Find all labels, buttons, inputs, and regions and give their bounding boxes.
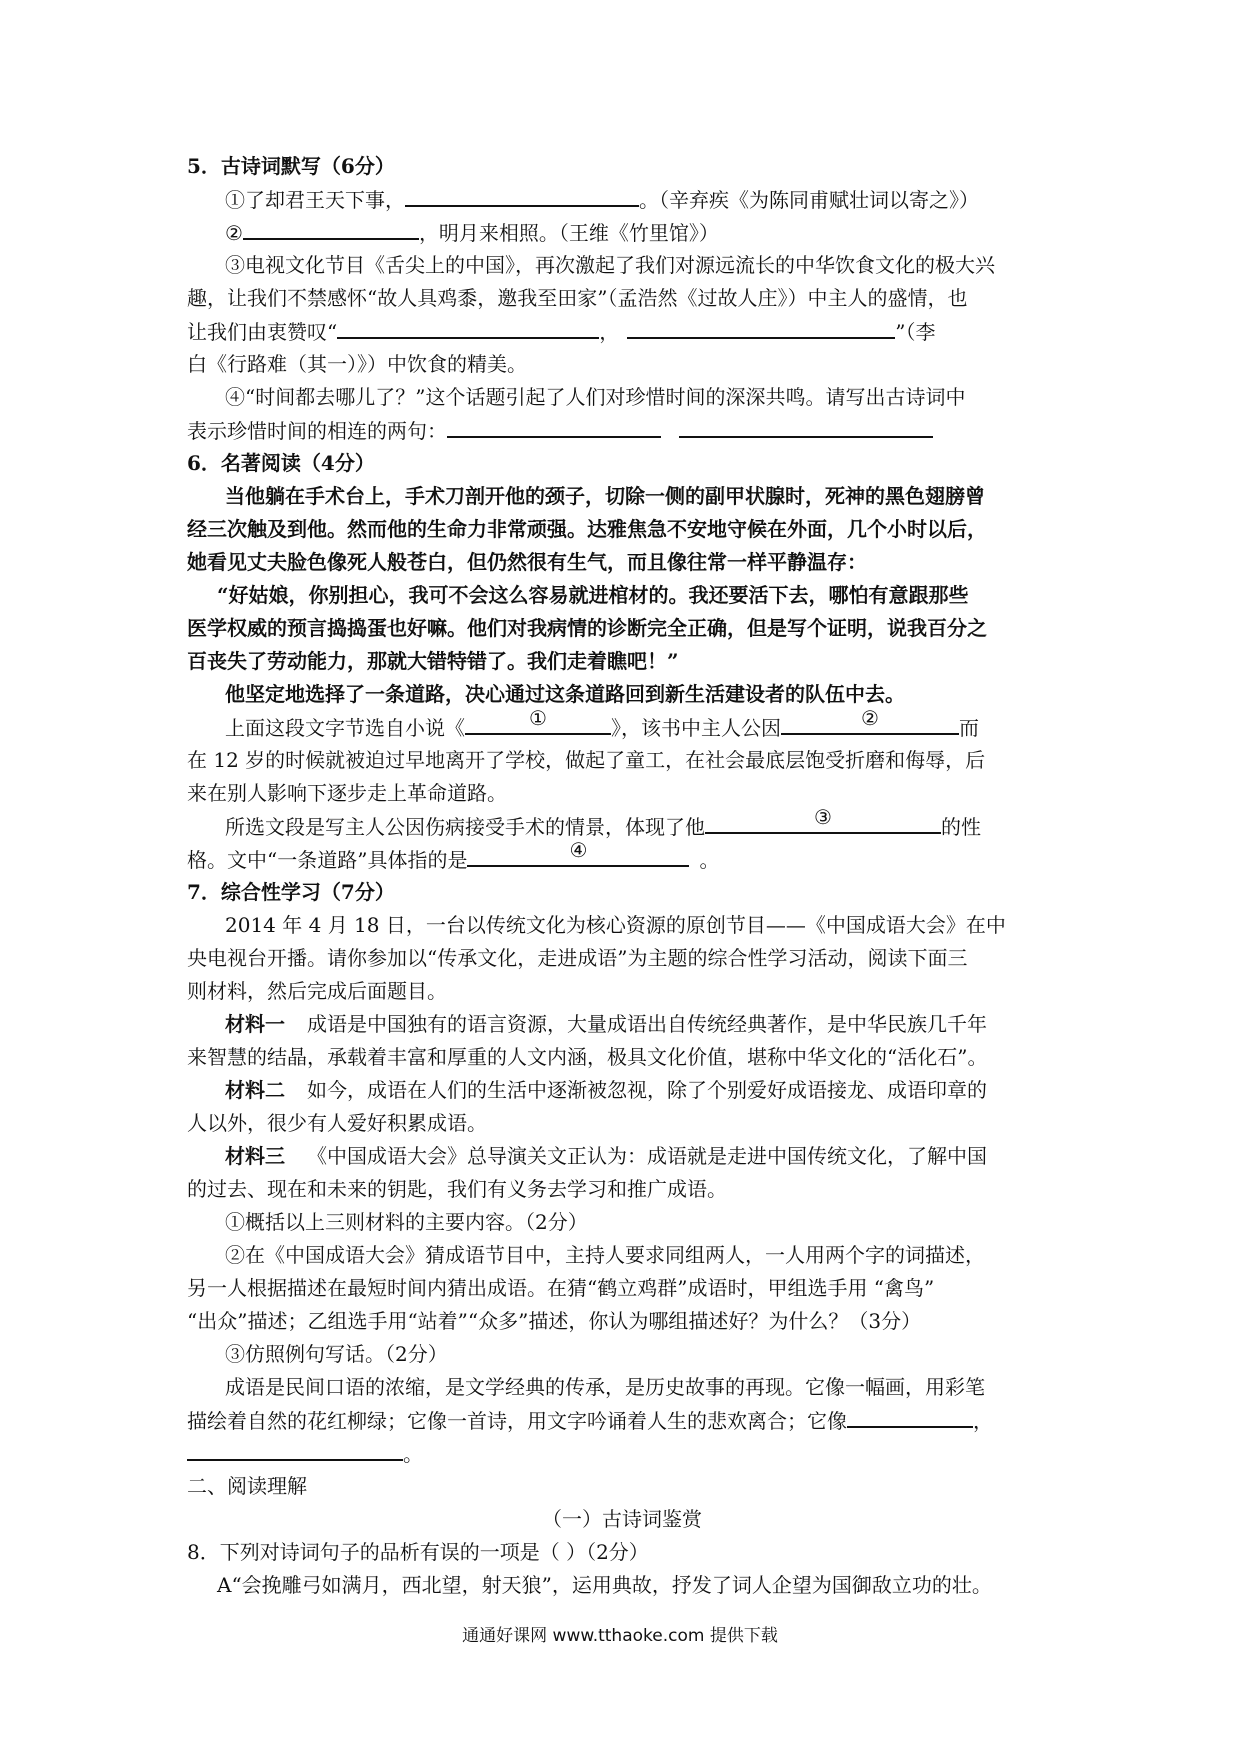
q7-title: 7．综合性学习（7分） <box>187 880 395 904</box>
subsection-title: （一）古诗词鉴赏 <box>542 1507 702 1531</box>
q5-line-3: ③电视文化节目《舌尖上的中国》，再次激起了我们对源远流长的中华饮食文化的极大兴 <box>225 253 995 277</box>
q5-text: 。（辛弃疾《为陈同甫赋壮词以寄之》） <box>639 188 979 212</box>
answer-blank-1[interactable] <box>465 706 611 735</box>
example-sentence-cont <box>187 1404 1057 1437</box>
q5-text: ，明月来相照。（王维《竹里馆》） <box>418 221 719 245</box>
material-3 <box>187 1140 1057 1173</box>
q5-line-2 <box>187 216 1057 249</box>
example-text: 描绘着自然的花红柳绿；它像一首诗，用文字吟诵着人生的悲欢离合；它像 <box>187 1409 847 1433</box>
q7-intro-line: 央电视台开播。请你参加以“传承文化，走进成语”为主题的综合性学习活动，阅读下面三 <box>187 946 968 970</box>
q6-question-line <box>187 838 1057 876</box>
example-text: 。 <box>403 1442 423 1466</box>
material-2-cont: 人以外，很少有人爱好积累成语。 <box>187 1111 487 1135</box>
q5-line-8 <box>187 414 1057 447</box>
answer-blank[interactable] <box>847 1404 973 1428</box>
answer-blank[interactable] <box>243 216 419 240</box>
answer-blank-4[interactable] <box>467 838 689 867</box>
q6-passage-line: 当他躺在手术台上，手术刀剖开他的颈子，切除一侧的副甲状腺时，死神的黑色翅膀曾 <box>225 484 985 508</box>
section-title: 二、阅读理解 <box>187 1474 307 1498</box>
material-3-cont: 的过去、现在和未来的钥匙，我们有义务去学习和推广成语。 <box>187 1177 727 1201</box>
q5-line-4: 趣，让我们不禁感怀“故人具鸡黍，邀我至田家”（孟浩然《过故人庄》）中主人的盛情，也 <box>187 286 968 310</box>
q5-text: ①了却君王天下事， <box>225 188 405 212</box>
q6-question-line: 在 12 岁的时候就被迫过早地离开了学校，做起了童工，在社会最底层饱受折磨和侮辱，后 <box>187 748 986 772</box>
answer-blank-2[interactable] <box>781 706 959 735</box>
material-1 <box>187 1008 1057 1041</box>
q6-passage-line: “好姑娘，你别担心，我可不会这么容易就进棺材的。我还要活下去，哪怕有意跟那些 <box>217 583 969 607</box>
q7-intro-line: 2014 年 4 月 18 日，一台以传统文化为核心资源的原创节目——《中国成语大会》在中 <box>225 913 1006 937</box>
answer-blank-3[interactable] <box>705 805 941 834</box>
q6-text: 的性 <box>941 815 981 839</box>
q5-line-7: ④“时间都去哪儿了？”这个话题引起了人们对珍惜时间的深深共鸣。请写出古诗词中 <box>225 385 966 409</box>
material-label: 材料一 <box>225 1012 285 1036</box>
q6-title: 6．名著阅读（4分） <box>187 451 375 475</box>
q7-sub-2-cont: 另一人根据描述在最短时间内猜出成语。在猜“鹤立鸡群”成语时，甲组选手用 “禽鸟” <box>187 1276 935 1300</box>
q5-title: 5．古诗词默写（6分） <box>187 154 395 178</box>
q5-text: ， <box>599 320 620 344</box>
q6-question-line <box>187 706 1057 744</box>
q8-title: 8．下列对诗词句子的品析有误的一项是（ ）（2分） <box>187 1540 649 1564</box>
material-text: 如今，成语在人们的生活中逐渐被忽视，除了个别爱好成语接龙、成语印章的 <box>307 1078 987 1102</box>
q6-text: 而 <box>959 716 979 740</box>
blank-number: ③ <box>814 805 832 829</box>
answer-blank[interactable] <box>447 414 661 438</box>
q6-text: 》，该书中主人公因 <box>611 716 781 740</box>
material-1-cont: 来智慧的结晶，承载着丰富和厚重的人文内涵，极具文化价值，堪称中华文化的“活化石”。 <box>187 1045 988 1069</box>
q7-sub-2-cont: “出众”描述；乙组选手用“站着”“众多”描述，你认为哪组描述好？为什么？（3分） <box>187 1309 922 1333</box>
blank-number: ④ <box>569 838 588 862</box>
answer-blank[interactable] <box>405 183 639 207</box>
q6-text: 格。文中“一条道路”具体指的是 <box>187 848 468 872</box>
answer-blank[interactable] <box>337 315 599 339</box>
q6-passage-line: 经三次触及到他。然而他的生命力非常顽强。达雅焦急不安地守候在外面，几个小时以后， <box>187 517 987 541</box>
q5-line-6: 白《行路难（其一）》）中饮食的精美。 <box>187 352 527 376</box>
footer-source: 通通好课网 www.tthaoke.com 提供下载 <box>462 1626 778 1646</box>
q7-sub-1: ①概括以上三则材料的主要内容。（2分） <box>225 1210 588 1234</box>
q6-passage-line: 他坚定地选择了一条道路，决心通过这条道路回到新生活建设者的队伍中去。 <box>225 682 905 706</box>
q7-sub-2: ②在《中国成语大会》猜成语节目中，主持人要求同组两人，一人用两个字的词描述， <box>225 1243 985 1267</box>
q5-text: 让我们由衷赞叹“ <box>187 320 338 344</box>
q5-line-5 <box>187 315 1057 348</box>
material-text: 《中国成语大会》总导演关文正认为：成语就是走进中国传统文化，了解中国 <box>307 1144 987 1168</box>
material-label: 材料三 <box>225 1144 285 1168</box>
material-text: 成语是中国独有的语言资源，大量成语出自传统经典著作，是中华民族几千年 <box>307 1012 987 1036</box>
exam-page <box>187 150 1057 1602</box>
material-label: 材料二 <box>225 1078 285 1102</box>
answer-blank[interactable] <box>627 315 895 339</box>
q6-question-line: 来在别人影响下逐步走上革命道路。 <box>187 781 507 805</box>
example-text: ， <box>973 1409 993 1433</box>
q6-text: 上面这段文字节选自小说《 <box>225 716 465 740</box>
example-sentence: 成语是民间口语的浓缩，是文学经典的传承，是历史故事的再现。它像一幅画，用彩笔 <box>225 1375 985 1399</box>
q5-text: 表示珍惜时间的相连的两句： <box>187 419 447 443</box>
material-2 <box>187 1074 1057 1107</box>
q5-text: ② <box>225 221 243 245</box>
q7-sub-3: ③仿照例句写话。（2分） <box>225 1342 448 1366</box>
q6-passage-line: 医学权威的预言捣捣蛋也好嘛。他们对我病情的诊断完全正确，但是写个证明，说我百分之 <box>187 616 987 640</box>
example-sentence-end <box>187 1437 1057 1470</box>
q5-text: ”（李 <box>895 320 936 344</box>
answer-blank[interactable] <box>187 1437 403 1461</box>
q6-text: 所选文段是写主人公因伤病接受手术的情景，体现了他 <box>225 815 705 839</box>
answer-blank[interactable] <box>679 414 933 438</box>
q6-text: 。 <box>699 848 720 872</box>
q6-passage-line: 百丧失了劳动能力，那就大错特错了。我们走着瞧吧！” <box>187 649 679 673</box>
blank-number: ① <box>529 706 547 730</box>
blank-number: ② <box>861 706 879 730</box>
q7-intro-line: 则材料，然后完成后面题目。 <box>187 979 447 1003</box>
q6-passage-line: 她看见丈夫脸色像死人般苍白，但仍然很有生气，而且像往常一样平静温存： <box>187 550 867 574</box>
q8-option-a: A“会挽雕弓如满月，西北望，射天狼”，运用典故，抒发了词人企望为国御敌立功的壮。 <box>217 1573 992 1597</box>
q5-line-1 <box>187 183 1057 216</box>
